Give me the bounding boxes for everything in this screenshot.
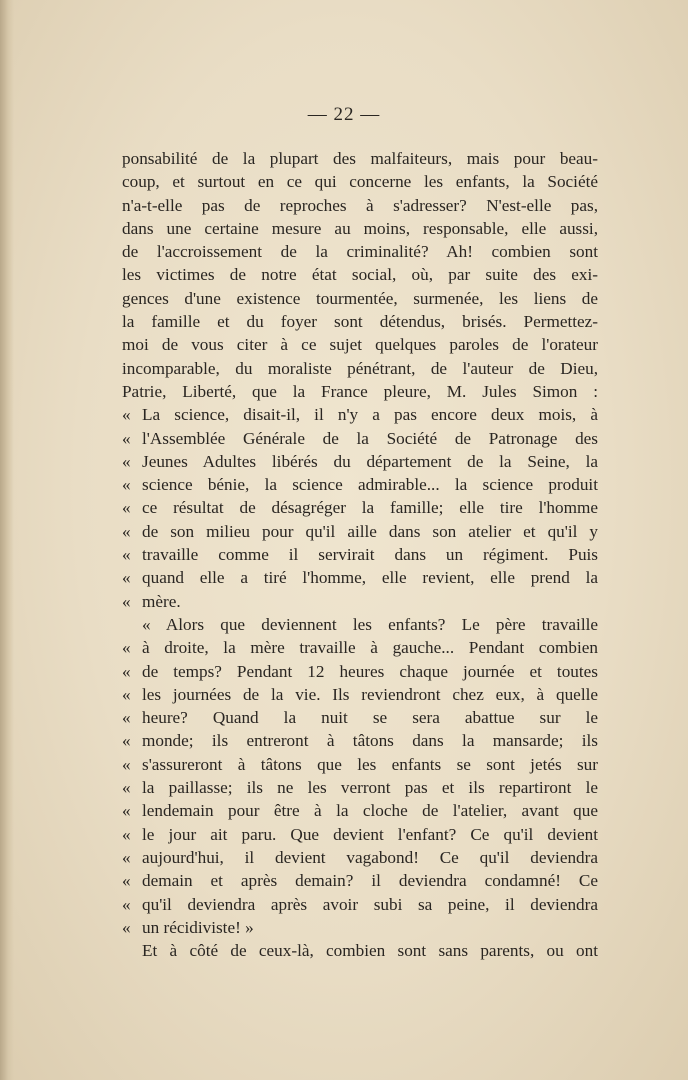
line-text: aujourd'hui, il devient vagabond! Ce qu'il deviendra bbox=[142, 847, 598, 867]
text-line bbox=[122, 636, 598, 659]
line-text: la paillasse; ils ne les verront pas et ils repartiront le bbox=[142, 778, 598, 798]
line-text: à droite, la mère travaille à gauche... Pendant combien bbox=[142, 638, 598, 658]
quote-mark: « bbox=[122, 661, 131, 681]
text-line bbox=[122, 869, 598, 892]
text-line bbox=[122, 683, 598, 706]
quote-mark: « bbox=[122, 568, 131, 588]
quote-mark: « bbox=[122, 801, 131, 821]
line-text: monde; ils entreront à tâtons dans la mansarde; ils bbox=[142, 731, 598, 751]
quote-mark: « bbox=[122, 731, 131, 751]
line-text: coup, et surtout en ce qui concerne les enfants, la Société bbox=[122, 172, 598, 192]
line-text: Patrie, Liberté, que la France pleure, M. Jules Simon : bbox=[122, 381, 598, 401]
line-text: n'a-t-elle pas de reproches à s'adresser? N'est-elle pas, bbox=[122, 195, 598, 215]
text-line bbox=[122, 496, 598, 519]
line-text: Jeunes Adultes libérés du département de la Seine, la bbox=[142, 451, 598, 471]
line-text: travaille comme il servirait dans un régiment. Puis bbox=[142, 545, 598, 565]
quote-mark: « bbox=[122, 847, 131, 867]
line-text: La science, disait-il, il n'y a pas encore deux mois, à bbox=[142, 405, 598, 425]
quote-mark: « bbox=[122, 545, 131, 565]
quote-mark: « bbox=[122, 428, 131, 448]
text-line bbox=[122, 427, 598, 450]
text-line bbox=[122, 939, 598, 962]
line-text: les journées de la vie. Ils reviendront chez eux, à quelle bbox=[142, 684, 598, 704]
quote-mark: « bbox=[122, 708, 131, 728]
text-line bbox=[122, 590, 598, 613]
line-text: les victimes de notre état social, où, par suite des exi- bbox=[122, 265, 598, 285]
text-line bbox=[122, 706, 598, 729]
text-line bbox=[122, 450, 598, 473]
quote-mark: « bbox=[122, 591, 131, 611]
text-line bbox=[122, 333, 598, 356]
line-text: la famille et du foyer sont détendus, brisés. Permettez- bbox=[122, 312, 598, 332]
line-text: science bénie, la science admirable... la science produit bbox=[142, 475, 598, 495]
line-text: moi de vous citer à ce sujet quelques paroles de l'orateur bbox=[122, 335, 598, 355]
quote-mark: « bbox=[122, 684, 131, 704]
text-line bbox=[122, 287, 598, 310]
text-line bbox=[122, 473, 598, 496]
line-text: heure? Quand la nuit se sera abattue sur le bbox=[142, 708, 598, 728]
line-text: dans une certaine mesure au moins, responsable, elle aussi, bbox=[122, 218, 598, 238]
text-line bbox=[122, 263, 598, 286]
line-text: de son milieu pour qu'il aille dans son atelier et qu'il y bbox=[142, 521, 598, 541]
text-line bbox=[122, 217, 598, 240]
body-text bbox=[122, 147, 598, 962]
quote-mark: « bbox=[122, 638, 131, 658]
quote-mark: « bbox=[122, 451, 131, 471]
text-line bbox=[122, 147, 598, 170]
quote-mark: « bbox=[122, 521, 131, 541]
text-line bbox=[122, 543, 598, 566]
quote-mark: « bbox=[122, 754, 131, 774]
line-text: mère. bbox=[142, 591, 181, 611]
text-line bbox=[122, 403, 598, 426]
text-line bbox=[122, 194, 598, 217]
text-line bbox=[122, 823, 598, 846]
quote-mark: « bbox=[122, 498, 131, 518]
line-text: ce résultat de désagréger la famille; elle tire l'homme bbox=[142, 498, 598, 518]
text-line bbox=[122, 566, 598, 589]
quote-mark: « bbox=[122, 871, 131, 891]
quote-mark: « bbox=[122, 475, 131, 495]
quote-mark: « bbox=[122, 917, 131, 937]
page-number: — 22 — bbox=[307, 104, 381, 125]
text-line bbox=[122, 310, 598, 333]
text-line bbox=[122, 776, 598, 799]
text-line bbox=[122, 170, 598, 193]
text-line bbox=[122, 613, 598, 636]
line-text: gences d'une existence tourmentée, surmenée, les liens de bbox=[122, 288, 598, 308]
text-line bbox=[122, 893, 598, 916]
text-line bbox=[122, 380, 598, 403]
text-line bbox=[122, 660, 598, 683]
line-text: demain et après demain? il deviendra condamné! Ce bbox=[142, 871, 598, 891]
text-line bbox=[122, 753, 598, 776]
line-text: de temps? Pendant 12 heures chaque journée et toutes bbox=[142, 661, 598, 681]
quote-mark: « bbox=[122, 894, 131, 914]
line-text: s'assureront à tâtons que les enfants se sont jetés sur bbox=[142, 754, 598, 774]
line-text: quand elle a tiré l'homme, elle revient, elle prend la bbox=[142, 568, 598, 588]
line-text: ponsabilité de la plupart des malfaiteurs, mais pour beau- bbox=[122, 149, 598, 168]
quote-mark: « bbox=[122, 778, 131, 798]
line-text: Et à côté de ceux-là, combien sont sans parents, ou ont bbox=[142, 941, 598, 961]
text-line bbox=[122, 799, 598, 822]
page-gutter-edge bbox=[0, 0, 14, 1080]
text-line bbox=[122, 916, 598, 939]
line-text: « Alors que deviennent les enfants? Le père travaille bbox=[142, 614, 598, 634]
line-text: lendemain pour être à la cloche de l'atelier, avant que bbox=[142, 801, 598, 821]
line-text: de l'accroissement de la criminalité? Ah! combien sont bbox=[122, 242, 598, 262]
quote-mark: « bbox=[122, 824, 131, 844]
line-text: incomparable, du moraliste pénétrant, de l'auteur de Dieu, bbox=[122, 358, 598, 378]
line-text: qu'il deviendra après avoir subi sa peine, il deviendra bbox=[142, 894, 598, 914]
line-text: le jour ait paru. Que devient l'enfant? Ce qu'il devient bbox=[142, 824, 598, 844]
line-text: un récidiviste! » bbox=[142, 917, 254, 937]
text-line bbox=[122, 357, 598, 380]
text-line bbox=[122, 240, 598, 263]
text-line bbox=[122, 520, 598, 543]
line-text: l'Assemblée Générale de la Société de Patronage des bbox=[142, 428, 598, 448]
quote-mark: « bbox=[122, 405, 131, 425]
text-line bbox=[122, 729, 598, 752]
text-line bbox=[122, 846, 598, 869]
